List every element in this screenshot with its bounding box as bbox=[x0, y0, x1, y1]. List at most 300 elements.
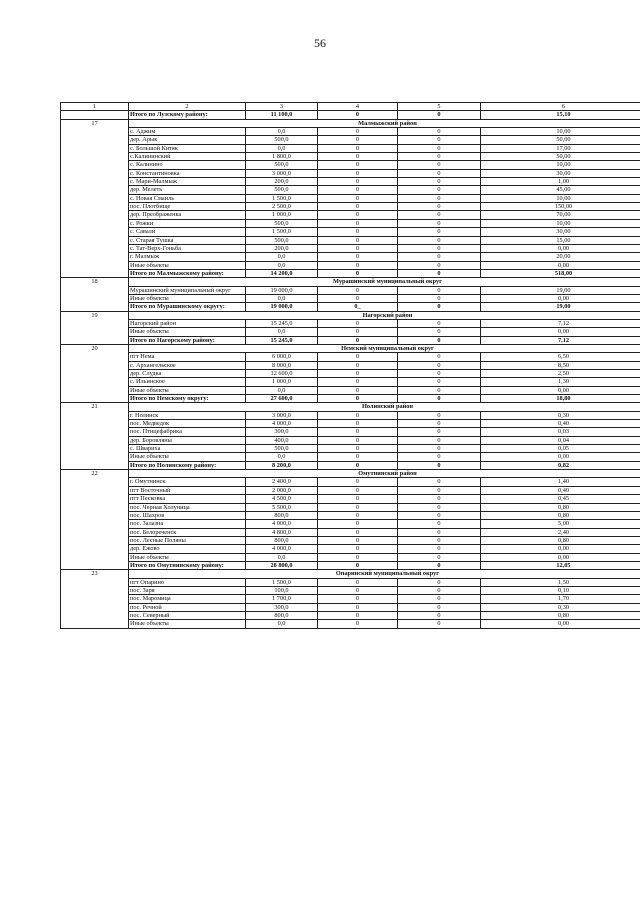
col4-cell: 0 bbox=[318, 361, 398, 369]
col4-cell: 0 bbox=[318, 578, 398, 586]
total-name-cell: Итого по Нолинскому району: bbox=[129, 461, 246, 469]
section-title-cell: Омутнинский район bbox=[129, 470, 640, 478]
col6-cell: 0,00 bbox=[481, 620, 640, 628]
settlement-name-cell: Иные объекты bbox=[129, 453, 246, 461]
settlement-name-cell: Итого по Лузскому району: bbox=[129, 111, 246, 119]
col3-cell: 0,0 bbox=[246, 294, 318, 302]
settlement-name-cell: пгт Песковка bbox=[129, 495, 246, 503]
col4-cell: 0 bbox=[318, 561, 398, 569]
table-row bbox=[61, 361, 640, 369]
total-row bbox=[61, 303, 640, 311]
col4-cell: 0 bbox=[318, 545, 398, 553]
col6-cell: 0,05 bbox=[481, 445, 640, 453]
section-title-row bbox=[61, 311, 640, 319]
col4-cell: 0 bbox=[318, 269, 398, 277]
settlement-name-cell: пос. Речной bbox=[129, 603, 246, 611]
col6-cell: 10,00 bbox=[481, 161, 640, 169]
col6-cell: 1,40 bbox=[481, 478, 640, 486]
total-row bbox=[61, 561, 640, 569]
col3-cell: 19 000,0 bbox=[246, 286, 318, 294]
col3-cell: 1 500,0 bbox=[246, 194, 318, 202]
col5-cell: 0 bbox=[398, 486, 481, 494]
settlement-name-cell: с. Новая Смаиль bbox=[129, 194, 246, 202]
col3-cell: 0,0 bbox=[246, 128, 318, 136]
col6-cell: 0,00 bbox=[481, 386, 640, 394]
table-row bbox=[61, 319, 640, 327]
col3-cell: 11 100,0 bbox=[246, 111, 318, 119]
settlement-name-cell: Нагорский район bbox=[129, 319, 246, 327]
table-row bbox=[61, 244, 640, 252]
table-row bbox=[61, 495, 640, 503]
settlement-name-cell: с.Калининский bbox=[129, 153, 246, 161]
col6-cell: 70,00 bbox=[481, 211, 640, 219]
col4-cell: 0 bbox=[318, 328, 398, 336]
col5-cell: 0 bbox=[398, 203, 481, 211]
col6-cell: 10,00 bbox=[481, 219, 640, 227]
col4-cell: 0 bbox=[318, 128, 398, 136]
col5-cell: 0 bbox=[398, 395, 481, 403]
table-row bbox=[61, 603, 640, 611]
col6-cell: 19,00 bbox=[481, 286, 640, 294]
col3-cell: 0,0 bbox=[246, 453, 318, 461]
section-number-cell: 17 bbox=[61, 119, 129, 278]
col5-cell: 0 bbox=[398, 253, 481, 261]
col6-cell: 0,04 bbox=[481, 436, 640, 444]
col3-cell: 500,0 bbox=[246, 161, 318, 169]
settlement-name-cell: Иные объекты bbox=[129, 328, 246, 336]
col3-cell: 5 500,0 bbox=[246, 503, 318, 511]
col5-cell: 0 bbox=[398, 378, 481, 386]
col6-cell: 1,00 bbox=[481, 178, 640, 186]
col4-cell: 0 bbox=[318, 528, 398, 536]
settlement-name-cell: с. Аджим bbox=[129, 128, 246, 136]
col3-cell: 15 245,0 bbox=[246, 336, 318, 344]
settlement-name-cell: дер. Преображенка bbox=[129, 211, 246, 219]
col3-cell: 2 500,0 bbox=[246, 203, 318, 211]
col5-cell: 0 bbox=[398, 545, 481, 553]
col4-cell: 0 bbox=[318, 319, 398, 327]
col5-cell: 0 bbox=[398, 603, 481, 611]
col5-cell: 0 bbox=[398, 478, 481, 486]
col4-cell: 0 bbox=[318, 478, 398, 486]
col3-cell: 4 000,0 bbox=[246, 420, 318, 428]
col4-cell: 0 bbox=[318, 595, 398, 603]
settlement-name-cell: дер. Слудка bbox=[129, 370, 246, 378]
col4-cell: 0 bbox=[318, 378, 398, 386]
table-row bbox=[61, 503, 640, 511]
total-name-cell: Итого по Мурашинскому округу: bbox=[129, 303, 246, 311]
settlement-name-cell: пгт Восточный bbox=[129, 486, 246, 494]
total-name-cell: Итого по Малмыжскому району: bbox=[129, 269, 246, 277]
table-row bbox=[61, 595, 640, 603]
col6-cell: 0,80 bbox=[481, 503, 640, 511]
col4-cell: 0 bbox=[318, 420, 398, 428]
table-row bbox=[61, 261, 640, 269]
col4-cell: 0 bbox=[318, 520, 398, 528]
col5-cell: 0 bbox=[398, 336, 481, 344]
col5-cell: 0 bbox=[398, 136, 481, 144]
col5-cell: 0 bbox=[398, 495, 481, 503]
col4-cell: 0 bbox=[318, 370, 398, 378]
total-row bbox=[61, 395, 640, 403]
settlement-name-cell: с. Константиновка bbox=[129, 169, 246, 177]
table-row bbox=[61, 294, 640, 302]
section-number-cell: 23 bbox=[61, 570, 129, 628]
settlement-name-cell: Иные объекты bbox=[129, 294, 246, 302]
total-row bbox=[61, 269, 640, 277]
table-row bbox=[61, 478, 640, 486]
col3-cell: 100,0 bbox=[246, 586, 318, 594]
col6-cell: 10,00 bbox=[481, 194, 640, 202]
settlement-name-cell: с. Ильинское bbox=[129, 378, 246, 386]
table-row bbox=[61, 186, 640, 194]
col4-cell: 0 bbox=[318, 294, 398, 302]
settlement-name-cell: с. Большой Китяк bbox=[129, 144, 246, 152]
col3-cell: 4 000,0 bbox=[246, 545, 318, 553]
col6-cell: 1,30 bbox=[481, 378, 640, 386]
col3-cell: 200,0 bbox=[246, 178, 318, 186]
table-row bbox=[61, 228, 640, 236]
col4-cell: 0 bbox=[318, 336, 398, 344]
col5-cell: 0 bbox=[398, 411, 481, 419]
column-number-header: 4 bbox=[318, 103, 398, 111]
settlement-name-cell: с. Старая Тушка bbox=[129, 236, 246, 244]
data-table bbox=[60, 102, 640, 629]
table-row bbox=[61, 428, 640, 436]
section-title-cell: Нолинский район bbox=[129, 403, 640, 411]
settlement-name-cell: с. Архангельское bbox=[129, 361, 246, 369]
total-row bbox=[61, 461, 640, 469]
total-name-cell: Итого по Омутнинскому району: bbox=[129, 561, 246, 569]
col3-cell: 2 400,0 bbox=[246, 478, 318, 486]
col6-cell: 0,80 bbox=[481, 511, 640, 519]
col4-cell: 0 bbox=[318, 261, 398, 269]
settlement-name-cell: Иные объекты bbox=[129, 553, 246, 561]
col3-cell: 1 000,0 bbox=[246, 378, 318, 386]
section-title-row bbox=[61, 119, 640, 127]
col5-cell: 0 bbox=[398, 286, 481, 294]
col5-cell: 0 bbox=[398, 269, 481, 277]
col5-cell: 0 bbox=[398, 303, 481, 311]
col4-cell: 0 bbox=[318, 194, 398, 202]
col5-cell: 0 bbox=[398, 620, 481, 628]
col3-cell: 27 600,0 bbox=[246, 395, 318, 403]
col6-cell: 0,40 bbox=[481, 486, 640, 494]
col5-cell: 0 bbox=[398, 236, 481, 244]
col3-cell: 14 200,0 bbox=[246, 269, 318, 277]
col4-cell: 0 bbox=[318, 253, 398, 261]
settlement-name-cell: пос. Маромица bbox=[129, 595, 246, 603]
header-row bbox=[61, 103, 640, 111]
col3-cell: 19 000,0 bbox=[246, 303, 318, 311]
settlement-name-cell: пос. Плотбище bbox=[129, 203, 246, 211]
settlement-name-cell: дер. Ежово bbox=[129, 545, 246, 553]
col3-cell: 8 000,0 bbox=[246, 361, 318, 369]
settlement-name-cell: Иные объекты bbox=[129, 386, 246, 394]
col5-cell: 0 bbox=[398, 169, 481, 177]
col5-cell: 0 bbox=[398, 353, 481, 361]
section-title-cell: Опаринский муниципальный округ bbox=[129, 570, 640, 578]
col6-cell: 17,00 bbox=[481, 144, 640, 152]
section-number-cell: 20 bbox=[61, 344, 129, 402]
col3-cell: 3 000,0 bbox=[246, 411, 318, 419]
col5-cell: 0 bbox=[398, 219, 481, 227]
col6-cell: 7,12 bbox=[481, 319, 640, 327]
col4-cell: 0 bbox=[318, 411, 398, 419]
col5-cell: 0 bbox=[398, 319, 481, 327]
col5-cell: 0 bbox=[398, 211, 481, 219]
col4-cell: 0_ bbox=[318, 303, 398, 311]
table-row bbox=[61, 144, 640, 152]
col6-cell: 0,00 bbox=[481, 545, 640, 553]
col6-cell: 0,30 bbox=[481, 411, 640, 419]
col3-cell: 4 000,0 bbox=[246, 520, 318, 528]
col6-cell: 0,00 bbox=[481, 294, 640, 302]
col4-cell: 0 bbox=[318, 503, 398, 511]
col5-cell: 0 bbox=[398, 370, 481, 378]
col4-cell: 0 bbox=[318, 620, 398, 628]
col3-cell: 1 800,0 bbox=[246, 153, 318, 161]
col6-cell: 15,10 bbox=[481, 111, 640, 119]
col4-cell: 0 bbox=[318, 611, 398, 619]
col4-cell: 0 bbox=[318, 386, 398, 394]
total-row bbox=[61, 111, 640, 119]
settlement-name-cell: с. Рожки bbox=[129, 219, 246, 227]
col6-cell: 0,45 bbox=[481, 495, 640, 503]
col6-cell: 50,00 bbox=[481, 153, 640, 161]
col3-cell: 0,0 bbox=[246, 328, 318, 336]
col4-cell: 0 bbox=[318, 536, 398, 544]
settlement-name-cell: г. Малмыж bbox=[129, 253, 246, 261]
col6-cell: 50,00 bbox=[481, 136, 640, 144]
section-title-row bbox=[61, 570, 640, 578]
col6-cell: 6,50 bbox=[481, 353, 640, 361]
col4-cell: 0 bbox=[318, 186, 398, 194]
col5-cell: 0 bbox=[398, 420, 481, 428]
settlement-name-cell: с. Шварихa bbox=[129, 445, 246, 453]
col5-cell: 0 bbox=[398, 244, 481, 252]
col6-cell: 18,80 bbox=[481, 395, 640, 403]
col4-cell: 0 bbox=[318, 153, 398, 161]
col3-cell: 1 500,0 bbox=[246, 578, 318, 586]
col4-cell: 0 bbox=[318, 453, 398, 461]
col4-cell: 0 bbox=[318, 211, 398, 219]
col6-cell: 0,40 bbox=[481, 420, 640, 428]
col5-cell: 0 bbox=[398, 520, 481, 528]
col5-cell: 0 bbox=[398, 445, 481, 453]
col4-cell: 0 bbox=[318, 428, 398, 436]
col5-cell: 0 bbox=[398, 453, 481, 461]
col5-cell: 0 bbox=[398, 161, 481, 169]
settlement-name-cell: пос. Лесные Поляны bbox=[129, 536, 246, 544]
col6-cell: 2,40 bbox=[481, 528, 640, 536]
column-number-header: 1 bbox=[61, 103, 129, 111]
col5-cell: 0 bbox=[398, 503, 481, 511]
col5-cell: 0 bbox=[398, 561, 481, 569]
page-number: 56 bbox=[314, 36, 326, 50]
col4-cell: 0 bbox=[318, 486, 398, 494]
table-row bbox=[61, 219, 640, 227]
settlement-name-cell: с. Мари-Малмыж bbox=[129, 178, 246, 186]
col5-cell: 0 bbox=[398, 536, 481, 544]
col3-cell: 0,0 bbox=[246, 553, 318, 561]
table-row bbox=[61, 545, 640, 553]
settlement-name-cell: г. Омутнинск bbox=[129, 478, 246, 486]
col5-cell: 0 bbox=[398, 111, 481, 119]
col4-cell: 0 bbox=[318, 461, 398, 469]
col6-cell: 8,50 bbox=[481, 361, 640, 369]
settlement-name-cell: дер. Мелеть bbox=[129, 186, 246, 194]
col5-cell: 0 bbox=[398, 586, 481, 594]
col4-cell: 0 bbox=[318, 445, 398, 453]
col5-cell: 0 bbox=[398, 194, 481, 202]
col4-cell: 0 bbox=[318, 136, 398, 144]
total-name-cell: Итого по Нагорскому району: bbox=[129, 336, 246, 344]
col6-cell: 0,03 bbox=[481, 428, 640, 436]
settlement-name-cell: пгт Опарино bbox=[129, 578, 246, 586]
table-row bbox=[61, 136, 640, 144]
col3-cell: 500,0 bbox=[246, 445, 318, 453]
table-row bbox=[61, 128, 640, 136]
col5-cell: 0 bbox=[398, 611, 481, 619]
col6-cell: 0,00 bbox=[481, 328, 640, 336]
section-title-cell: Немский муниципальный округ bbox=[129, 344, 640, 352]
col3-cell: 500,0 bbox=[246, 236, 318, 244]
col3-cell: 400,0 bbox=[246, 436, 318, 444]
col6-cell: 10,00 bbox=[481, 128, 640, 136]
table-row bbox=[61, 520, 640, 528]
column-number-header: 5 bbox=[398, 103, 481, 111]
col3-cell: 1 500,0 bbox=[246, 228, 318, 236]
table-row bbox=[61, 436, 640, 444]
col6-cell: 0,00 bbox=[481, 553, 640, 561]
settlement-name-cell: дер. Арык bbox=[129, 136, 246, 144]
settlement-name-cell: Мурашинский муниципальный округ bbox=[129, 286, 246, 294]
table-row bbox=[61, 486, 640, 494]
col3-cell: 0,0 bbox=[246, 144, 318, 152]
col3-cell: 500,0 bbox=[246, 136, 318, 144]
col5-cell: 0 bbox=[398, 528, 481, 536]
settlement-name-cell: Иные объекты bbox=[129, 620, 246, 628]
settlement-name-cell: пос. Птицефабрика bbox=[129, 428, 246, 436]
col3-cell: 500,0 bbox=[246, 219, 318, 227]
table-row bbox=[61, 453, 640, 461]
table-row bbox=[61, 178, 640, 186]
col5-cell: 0 bbox=[398, 178, 481, 186]
settlement-name-cell: Иные объекты bbox=[129, 261, 246, 269]
section-title-row bbox=[61, 278, 640, 286]
col3-cell: 0,0 bbox=[246, 261, 318, 269]
table-row bbox=[61, 194, 640, 202]
settlement-name-cell: дер. Боровляны bbox=[129, 436, 246, 444]
settlement-name-cell: пос. Заря bbox=[129, 586, 246, 594]
table-row bbox=[61, 620, 640, 628]
col4-cell: 0 bbox=[318, 244, 398, 252]
column-number-header: 6 bbox=[481, 103, 640, 111]
column-number-header: 3 bbox=[246, 103, 318, 111]
table-row bbox=[61, 420, 640, 428]
col6-cell: 0,00 bbox=[481, 244, 640, 252]
table-row bbox=[61, 536, 640, 544]
col4-cell: 0 bbox=[318, 586, 398, 594]
table-row bbox=[61, 370, 640, 378]
col3-cell: 0,0 bbox=[246, 253, 318, 261]
col6-cell: 20,00 bbox=[481, 253, 640, 261]
col4-cell: 0 bbox=[318, 395, 398, 403]
col5-cell: 0 bbox=[398, 595, 481, 603]
col5-cell: 0 bbox=[398, 328, 481, 336]
col6-cell: 7,12 bbox=[481, 336, 640, 344]
table-row bbox=[61, 169, 640, 177]
col5-cell: 0 bbox=[398, 228, 481, 236]
col4-cell: 0 bbox=[318, 144, 398, 152]
col6-cell: 5,00 bbox=[481, 520, 640, 528]
table-row bbox=[61, 528, 640, 536]
col6-cell: 30,00 bbox=[481, 228, 640, 236]
col3-cell: 300,0 bbox=[246, 428, 318, 436]
row-number-cell bbox=[61, 111, 129, 119]
col5-cell: 0 bbox=[398, 144, 481, 152]
col4-cell: 0 bbox=[318, 495, 398, 503]
total-row bbox=[61, 336, 640, 344]
col4-cell: 0 bbox=[318, 178, 398, 186]
table-row bbox=[61, 236, 640, 244]
table-row bbox=[61, 553, 640, 561]
col4-cell: 0 bbox=[318, 161, 398, 169]
section-title-cell: Мурашинский муниципальный округ bbox=[129, 278, 640, 286]
table-row bbox=[61, 253, 640, 261]
settlement-name-cell: пос. Шахров bbox=[129, 511, 246, 519]
col3-cell: 800,0 bbox=[246, 511, 318, 519]
table-row bbox=[61, 386, 640, 394]
section-number-cell: 22 bbox=[61, 470, 129, 570]
col3-cell: 2 000,0 bbox=[246, 486, 318, 494]
section-number-cell: 21 bbox=[61, 403, 129, 470]
col5-cell: 0 bbox=[398, 553, 481, 561]
section-title-cell: Нагорский район bbox=[129, 311, 640, 319]
col6-cell: 150,00 bbox=[481, 203, 640, 211]
settlement-name-cell: с. Тат-Верх-Гоньба bbox=[129, 244, 246, 252]
col5-cell: 0 bbox=[398, 578, 481, 586]
col6-cell: 0,10 bbox=[481, 586, 640, 594]
col3-cell: 0,0 bbox=[246, 620, 318, 628]
col4-cell: 0 bbox=[318, 236, 398, 244]
col6-cell: 19,00 bbox=[481, 303, 640, 311]
table-row bbox=[61, 586, 640, 594]
col4-cell: 0 bbox=[318, 219, 398, 227]
col3-cell: 800,0 bbox=[246, 536, 318, 544]
col4-cell: 0 bbox=[318, 603, 398, 611]
col4-cell: 0 bbox=[318, 511, 398, 519]
section-title-row bbox=[61, 344, 640, 352]
col3-cell: 0,0 bbox=[246, 386, 318, 394]
col5-cell: 0 bbox=[398, 361, 481, 369]
total-name-cell: Итого по Немскому округу: bbox=[129, 395, 246, 403]
settlement-name-cell: пос. Залазна bbox=[129, 520, 246, 528]
col6-cell: 12,05 bbox=[481, 561, 640, 569]
section-title-cell: Малмыжский район bbox=[129, 119, 640, 127]
col6-cell: 0,80 bbox=[481, 611, 640, 619]
col6-cell: 45,00 bbox=[481, 186, 640, 194]
col5-cell: 0 bbox=[398, 128, 481, 136]
col3-cell: 300,0 bbox=[246, 603, 318, 611]
col5-cell: 0 bbox=[398, 294, 481, 302]
col4-cell: 0 bbox=[318, 111, 398, 119]
col3-cell: 6 000,0 bbox=[246, 353, 318, 361]
col6-cell: 1,70 bbox=[481, 595, 640, 603]
table-row bbox=[61, 161, 640, 169]
col3-cell: 12 600,0 bbox=[246, 370, 318, 378]
